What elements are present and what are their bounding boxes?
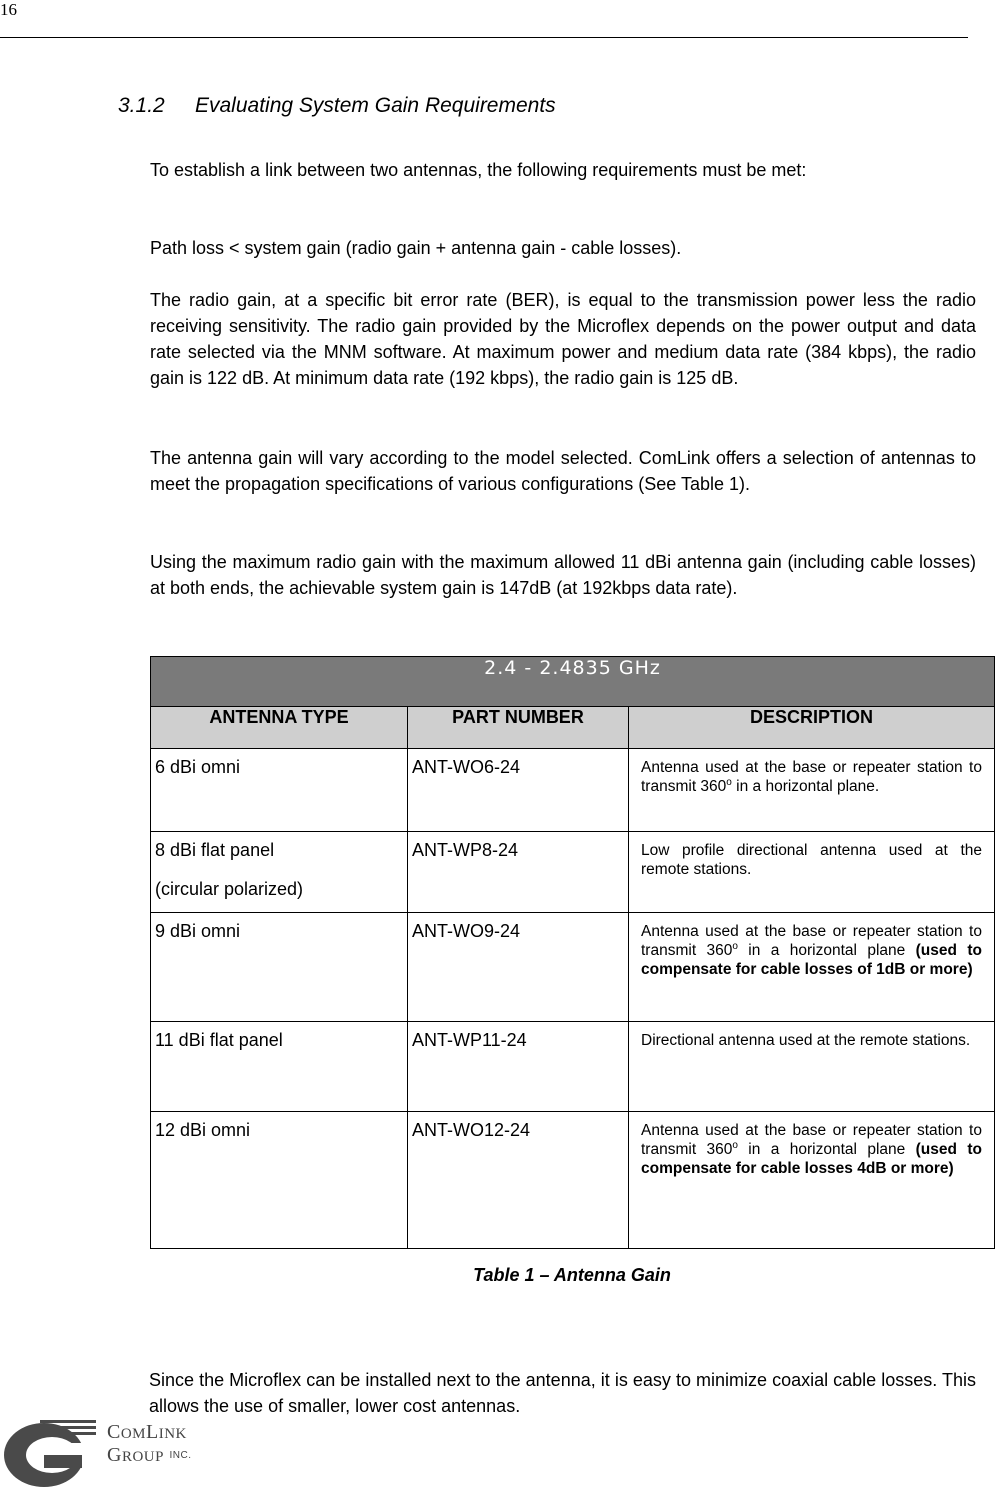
antenna-gain-table bbox=[150, 656, 995, 1249]
paragraph-cable-losses: Since the Microflex can be installed next to the antenna, it is easy to minimize coaxial cable losses. This allows the use of smaller, lower cost antennas. bbox=[149, 1370, 976, 1416]
table-row bbox=[151, 1022, 995, 1112]
logo-inc: INC. bbox=[169, 1450, 192, 1461]
antenna-type-text: 8 dBi flat panel bbox=[155, 840, 275, 860]
table-row bbox=[151, 749, 995, 832]
logo-letter: G bbox=[107, 1444, 122, 1466]
paragraph-requirements: To establish a link between two antennas, the following requirements must be met: bbox=[150, 160, 807, 180]
logo-letters: OM bbox=[120, 1426, 147, 1442]
cell-description: Directional antenna used at the remote stations. bbox=[629, 1022, 995, 1112]
section-title-text: Evaluating System Gain Requirements bbox=[195, 94, 556, 117]
desc-bold-note: (used to compensate for cable losses 4dB or more) bbox=[641, 1141, 982, 1177]
desc-text-cont: in a horizontal plane. bbox=[731, 778, 880, 795]
desc-text-cont: in a horizontal plane bbox=[737, 942, 916, 959]
degree-superscript: o bbox=[732, 1139, 738, 1151]
band-header: 2.4 - 2.4835 GHz bbox=[151, 657, 995, 707]
cell-part-number: ANT-WP11-24 bbox=[408, 1022, 629, 1112]
cell-antenna-type: 9 dBi omni bbox=[151, 913, 408, 1022]
column-header-desc: DESCRIPTION bbox=[629, 707, 995, 749]
logo-letters: INK bbox=[158, 1426, 187, 1442]
cell-description: Low profile directional antenna used at the remote stations. bbox=[629, 832, 995, 913]
logo-letter: C bbox=[107, 1421, 121, 1443]
table-row bbox=[151, 1112, 995, 1249]
desc-text: Antenna used at the base or repeater station to transmit 360 bbox=[641, 759, 982, 795]
logo-line-1 bbox=[107, 1422, 191, 1445]
degree-superscript: o bbox=[732, 940, 738, 952]
table-caption: Table 1 – Antenna Gain bbox=[473, 1265, 671, 1285]
cell-description bbox=[629, 749, 995, 832]
cell-antenna-type: 6 dBi omni bbox=[151, 749, 408, 832]
paragraph-radio-gain: The radio gain, at a specific bit error rate (BER), is equal to the transmission power less the radio receiving sensitivity. The radio gain provided by the Microflex depends on the power output and data rate selected via the MNM software. At maximum power and medium data rate (384 kbps), the radio gain is 122 dB. At minimum data rate (192 kbps), the radio gain is 125 dB. bbox=[150, 290, 976, 388]
section-title bbox=[118, 94, 556, 118]
cell-antenna-type: 12 dBi omni bbox=[151, 1112, 408, 1249]
logo-line-2 bbox=[107, 1445, 191, 1468]
paragraph-path-loss: Path loss < system gain (radio gain + antenna gain - cable losses). bbox=[150, 238, 682, 258]
company-name bbox=[107, 1422, 191, 1468]
cell-description bbox=[629, 1112, 995, 1249]
desc-text-cont: in a horizontal plane bbox=[737, 1141, 916, 1158]
cell-part-number: ANT-WO6-24 bbox=[408, 749, 629, 832]
comlink-logo-icon bbox=[0, 1417, 100, 1493]
table-row bbox=[151, 832, 995, 913]
antenna-type-subtext: (circular polarized) bbox=[155, 879, 304, 899]
cell-description bbox=[629, 913, 995, 1022]
logo-letters: ROUP bbox=[121, 1449, 164, 1465]
section-number: 3.1.2 bbox=[118, 94, 165, 117]
degree-superscript: o bbox=[726, 776, 732, 788]
cell-part-number: ANT-WO9-24 bbox=[408, 913, 629, 1022]
desc-text: Antenna used at the base or repeater station to transmit 360 bbox=[641, 1122, 982, 1158]
cell-antenna-type: 11 dBi flat panel bbox=[151, 1022, 408, 1112]
desc-text: Antenna used at the base or repeater station to transmit 360 bbox=[641, 923, 982, 959]
cell-part-number: ANT-WO12-24 bbox=[408, 1112, 629, 1249]
cell-part-number: ANT-WP8-24 bbox=[408, 832, 629, 913]
paragraph-antenna-gain: The antenna gain will vary according to the model selected. ComLink offers a selection of antennas to meet the propagation specifications of various configurations (See Table 1). bbox=[150, 448, 976, 494]
column-header-type: ANTENNA TYPE bbox=[151, 707, 408, 749]
paragraph-system-gain: Using the maximum radio gain with the maximum allowed 11 dBi antenna gain (including cable losses) at both ends, the achievable system gain is 147dB (at 192kbps data rate). bbox=[150, 552, 976, 598]
desc-bold-note: (used to compensate for cable losses of 1dB or more) bbox=[641, 942, 982, 978]
logo-letter: L bbox=[146, 1421, 159, 1443]
table-row bbox=[151, 913, 995, 1022]
header-rule bbox=[0, 37, 968, 38]
cell-antenna-type bbox=[151, 832, 408, 913]
column-header-part: PART NUMBER bbox=[408, 707, 629, 749]
page-number: 16 bbox=[0, 0, 17, 19]
